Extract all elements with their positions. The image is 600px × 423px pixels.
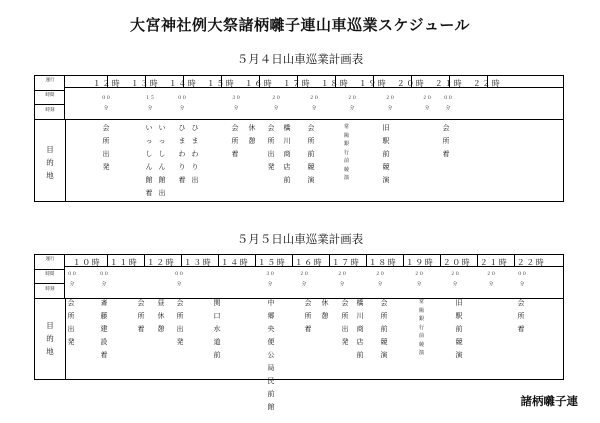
row-label-destination — [35, 143, 65, 195]
header-label-cell — [35, 255, 65, 298]
time-3: ００ 分 — [174, 272, 184, 287]
hour-2: １３時 — [130, 79, 160, 88]
hour-5: １６時 — [244, 79, 274, 88]
hour-11: ２２時 — [472, 79, 502, 88]
time-4: ３０ 分 — [231, 96, 241, 111]
hour-2: １１時 — [109, 258, 139, 267]
label-row4-char-1: 目 — [46, 145, 54, 154]
hour-13: ２２時 — [516, 258, 546, 267]
page-title: 大宮神社例大祭諸柄囃子連山車巡業スケジュール — [129, 16, 471, 34]
event-5: 会 所 出 発 — [176, 299, 184, 346]
hour-1: １２時 — [92, 79, 122, 88]
hour-1: １０時 — [72, 258, 102, 267]
hour-8: １７時 — [331, 258, 361, 267]
time-6: ２０ 分 — [337, 272, 347, 287]
hour-8: １９時 — [358, 79, 388, 88]
label-row3: 時刻 — [45, 108, 55, 113]
time-10: ００ 分 — [443, 96, 453, 111]
event-12: 旧 駅 前 競 演 — [382, 124, 390, 184]
event-2: い っ し ん 館 着 — [145, 124, 153, 197]
time-1: ００ 分 — [101, 96, 111, 111]
event-13: 常 陽 銀 行 前 競 演 — [418, 299, 424, 356]
schedule-title-may-4: ５月４日山車巡業計画表 — [236, 52, 364, 66]
label-row4-char-2: 的 — [46, 158, 54, 167]
time-7: ２０ 分 — [375, 272, 385, 287]
time-11: ００ 分 — [517, 272, 527, 287]
event-4: 昼 休 憩 — [157, 299, 165, 333]
event-4: ひ ま わ り 着 — [178, 124, 186, 184]
hour-5: １４時 — [220, 258, 250, 267]
event-12: 会 所 前 競 演 — [380, 299, 388, 359]
schedule-table-may-4 — [34, 75, 564, 202]
event-6: 関 口 水 道 前 — [213, 299, 221, 359]
event-13: 会 所 着 — [442, 124, 450, 158]
time-5: ２０ 分 — [271, 96, 281, 111]
time-7: ２０ 分 — [347, 96, 357, 111]
time-2: ００ 分 — [99, 272, 109, 287]
hour-10: ２１時 — [434, 79, 464, 88]
label-row1: 運行 — [45, 78, 55, 83]
hour-4: １５時 — [206, 79, 236, 88]
event-6: 会 所 着 — [231, 124, 239, 158]
hour-7: １８時 — [320, 79, 350, 88]
time-5: ２０ 分 — [299, 272, 309, 287]
event-14: 旧 駅 前 競 演 — [455, 299, 463, 359]
hour-3: １４時 — [168, 79, 198, 88]
event-10: 会 所 前 競 演 — [307, 124, 315, 184]
event-5: ひ ま わ り 出 — [191, 124, 199, 184]
hour-9: １８時 — [368, 258, 398, 267]
label-row3: 時刻 — [45, 287, 55, 292]
event-9: 休 憩 — [321, 299, 329, 320]
event-8: 会 所 出 発 — [267, 124, 275, 171]
row-label-destination — [35, 319, 65, 371]
organizer-signature: 諸柄囃子連 — [520, 394, 578, 408]
event-15: 会 所 着 — [517, 299, 525, 333]
event-2: 斎 藤 建 設 着 — [100, 299, 108, 359]
hour-7: １６時 — [294, 258, 324, 267]
event-3: 会 所 着 — [137, 299, 145, 333]
hour-6: １５時 — [257, 258, 287, 267]
hour-10: １９時 — [405, 258, 435, 267]
schedule-title-may-5: ５月５日山車巡業計画表 — [236, 232, 364, 246]
event-8: 会 所 着 — [304, 299, 312, 333]
time-1: ００ 分 — [67, 272, 77, 287]
label-row2: 時間 — [45, 272, 55, 277]
time-8: ２０ 分 — [385, 96, 395, 111]
event-7: 休 憩 — [248, 124, 256, 145]
time-6: ２０ 分 — [309, 96, 319, 111]
label-row4-char-3: 地 — [46, 347, 54, 356]
label-row1: 運行 — [45, 257, 55, 262]
label-row4-char-3: 地 — [46, 171, 54, 180]
header-label-cell — [35, 76, 65, 119]
time-3: ００ 分 — [177, 96, 187, 111]
time-9: ２０ 分 — [422, 96, 432, 111]
label-row4-char-1: 目 — [46, 321, 54, 330]
event-9: 橋 川 商 店 前 — [283, 124, 291, 184]
hour-9: ２０時 — [396, 79, 426, 88]
hour-11: ２０時 — [442, 258, 472, 267]
event-1: 会 所 出 発 — [67, 299, 75, 346]
time-8: ２０ 分 — [414, 272, 424, 287]
hour-12: ２１時 — [479, 258, 509, 267]
event-3: い っ し ん 館 出 — [158, 124, 166, 197]
event-11: 常 陽 銀 行 前 競 演 — [343, 124, 349, 181]
event-7: 中 郷 央 便 公 局 民 前 館 — [267, 299, 275, 411]
event-11: 橋 川 商 店 前 — [356, 299, 364, 359]
label-row2: 時間 — [45, 93, 55, 98]
hour-3: １２時 — [146, 258, 176, 267]
time-4: ３０ 分 — [265, 272, 275, 287]
event-10: 会 所 出 発 — [341, 299, 349, 346]
time-10: ２０ 分 — [486, 272, 496, 287]
hour-4: １３時 — [183, 258, 213, 267]
time-2: １５ 分 — [145, 96, 155, 111]
label-row4-char-2: 的 — [46, 334, 54, 343]
event-1: 会 所 出 発 — [102, 124, 110, 171]
hour-6: １７時 — [282, 79, 312, 88]
time-9: ２０ 分 — [450, 272, 460, 287]
